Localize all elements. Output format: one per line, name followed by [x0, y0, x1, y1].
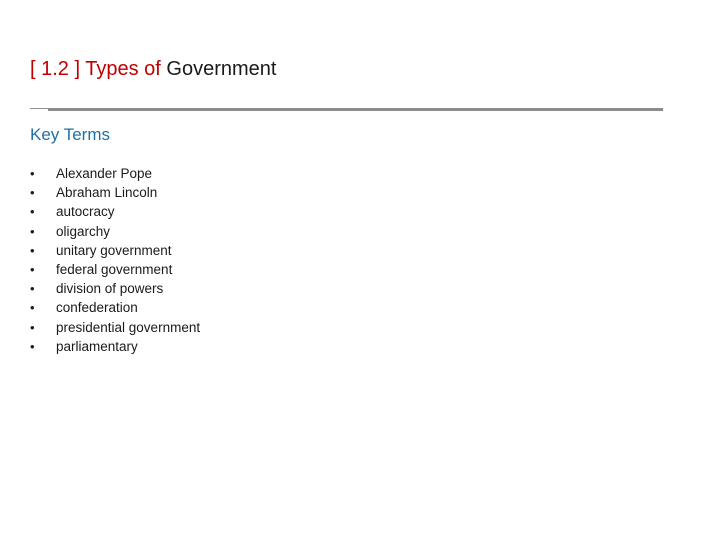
bullet-icon: • [30, 319, 35, 335]
term-text: oligarchy [56, 223, 111, 239]
key-terms-heading: Key Terms [30, 125, 110, 144]
bullet-icon: • [30, 261, 35, 277]
term-text: Abraham Lincoln [56, 185, 158, 201]
term-text: parliamentary [56, 338, 138, 354]
term-text: federal government [56, 261, 173, 277]
bullet-icon: • [30, 223, 35, 239]
term-text: Alexander Pope [56, 166, 153, 181]
bullet-icon: • [30, 281, 35, 297]
term-text: unitary government [56, 242, 172, 258]
bullet-icon: • [30, 300, 35, 316]
page-title [30, 57, 276, 81]
bullet-icon: • [30, 166, 35, 181]
term-text: autocracy [56, 204, 115, 220]
bullet-icon: • [30, 204, 35, 220]
title-main-text: Government [166, 58, 277, 80]
bullet-icon: • [30, 242, 35, 258]
divider-long [48, 108, 663, 111]
term-text: confederation [56, 300, 138, 316]
bullet-icon: • [30, 185, 35, 201]
title-section-number: [ 1.2 ] [30, 58, 81, 80]
term-text: presidential government [56, 319, 201, 335]
bullet-icon: • [30, 338, 35, 354]
term-text: division of powers [56, 281, 164, 297]
divider-short [30, 108, 50, 109]
title-accent-text: Types of [85, 58, 161, 80]
